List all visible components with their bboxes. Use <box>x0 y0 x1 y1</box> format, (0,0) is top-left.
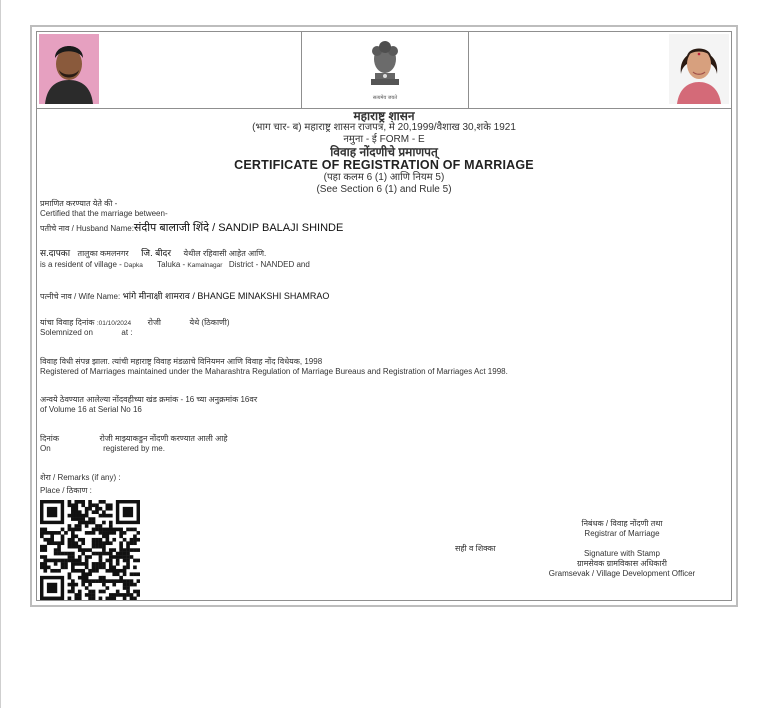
emblem-motto: सत्यमेव जयते <box>372 95 398 101</box>
residence-taluka-en: Kamalnagar <box>187 262 223 269</box>
solemnized-label-en: Solemnized on <box>40 328 93 337</box>
solemnized-label-mr: यांचा विवाह दिनांक <box>40 318 95 327</box>
registration-by-en: registered by me. <box>103 444 165 453</box>
certificate-border <box>36 31 732 601</box>
residence-village-en: Dapka <box>124 262 143 269</box>
residence-taluka-label-en: Taluka - <box>157 260 188 269</box>
residence-taluka-mr: तालुका कमलनगर <box>77 249 129 258</box>
certificate-title: CERTIFICATE OF REGISTRATION OF MARRIAGE <box>234 158 534 172</box>
residence-tail-mr: येथील रहिवासी आहेत आणि. <box>183 249 267 258</box>
section-reference-en: (See Section 6 (1) and Rule 5) <box>316 184 452 195</box>
certificate-header <box>37 32 731 109</box>
registrar-title-mr: निबंधक / विवाह नोंदणी तथा <box>581 519 663 528</box>
husband-photo-cell <box>37 32 302 108</box>
act-line-mr: विवाह विधी संपन्न झाला. त्यांची महाराष्ट्र विवाह मंडळाचे विनियमन आणि विवाह नोंद विधेयक, 1998 <box>40 357 323 366</box>
marriage-certificate <box>30 25 738 607</box>
certificate-title-block <box>37 110 731 196</box>
residence-village-mr: स.दापका <box>40 248 71 258</box>
national-emblem <box>357 35 413 103</box>
section-reference-mr: (पहा कलम 6 (1) आणि नियम 5) <box>323 172 445 183</box>
form-label: नमुना - ई FORM - E <box>343 134 425 145</box>
wife-name-label: पत्नीचे नाव / Wife Name: <box>40 292 123 301</box>
wife-photo <box>669 34 729 104</box>
wife-name-value: भांगे मीनाक्षी शामराव / BHANGE MINAKSHI SHAMRAO <box>122 291 330 301</box>
government-name: महाराष्ट्र शासन <box>353 109 415 123</box>
registration-on-en: On <box>40 444 51 453</box>
certified-line-en: Certified that the marriage between- <box>40 209 168 218</box>
residence-row-mr <box>40 246 266 259</box>
volume-line-en: of Volume 16 at Serial No 16 <box>40 405 142 414</box>
registrar-title-en: Registrar of Marriage <box>584 529 660 538</box>
registration-date-row-en <box>40 444 165 453</box>
emblem-cell <box>302 32 469 108</box>
qr-code <box>40 500 140 600</box>
residence-district-en: District - NANDED and <box>228 260 310 269</box>
residence-district-mr: जि. बीदर <box>141 248 172 258</box>
husband-name-label: पतीचे नाव / Husband Name: <box>40 224 134 233</box>
husband-name-value: संदीप बालाजी शिंदे / SANDIP BALAJI SHINDE <box>133 222 344 234</box>
officer-title-mr: ग्रामसेवक ग्रामविकास अधिकारी <box>577 559 667 568</box>
volume-line-mr: अन्वये ठेवण्यात आलेल्या नोंदवहीच्या खंड क्रमांक - 16 च्या अनुक्रमांक 16वर <box>40 395 258 404</box>
solemnized-roji-mr: रोजी <box>147 318 161 327</box>
certified-line-mr: प्रमाणित करण्यात येते की - <box>40 199 118 208</box>
sign-and-seal-label: सही व शिक्का <box>455 544 496 553</box>
registration-date-row-mr <box>40 433 228 444</box>
solemnized-place-mr: येथे (ठिकाणी) <box>189 318 230 327</box>
solemnized-date: :01/10/2024 <box>96 320 132 327</box>
registrar-block <box>547 519 697 579</box>
signature-stamp-label: Signature with Stamp <box>583 549 661 558</box>
place-line: Place / ठिकाण : <box>40 486 92 495</box>
gazette-reference: (भाग चार- ब) महाराष्ट्र शासन राजपत्र, मे 20,1999/वैशाख 30,शके 1921 <box>252 122 516 133</box>
husband-name-row <box>40 220 343 235</box>
remarks-line: शेरा / Remarks (if any) : <box>40 473 121 482</box>
registration-date-label-mr: दिनांक <box>40 434 59 443</box>
marathi-title: विवाह नोंदणीचे प्रमाणपत् <box>330 145 438 159</box>
residence-label-en: is a resident of village - <box>40 260 125 269</box>
officer-title-en: Gramsevak / Village Development Officer <box>548 569 696 578</box>
wife-photo-cell <box>469 32 731 108</box>
residence-row-en <box>40 260 310 269</box>
wife-name-row <box>40 289 329 302</box>
act-line-en: Registered of Marriages maintained under the Maharashtra Regulation of Marriage Bureaus and Registration of Marriages Act 1998. <box>40 367 508 376</box>
husband-photo <box>39 34 99 104</box>
solemnized-at-en: at : <box>121 328 133 337</box>
solemnized-row-mr <box>40 317 230 328</box>
registration-date-tail-mr: रोजी माझ्याकडुन नोंदणी करण्यात आली आहे <box>99 434 228 443</box>
solemnized-row-en <box>40 328 133 337</box>
